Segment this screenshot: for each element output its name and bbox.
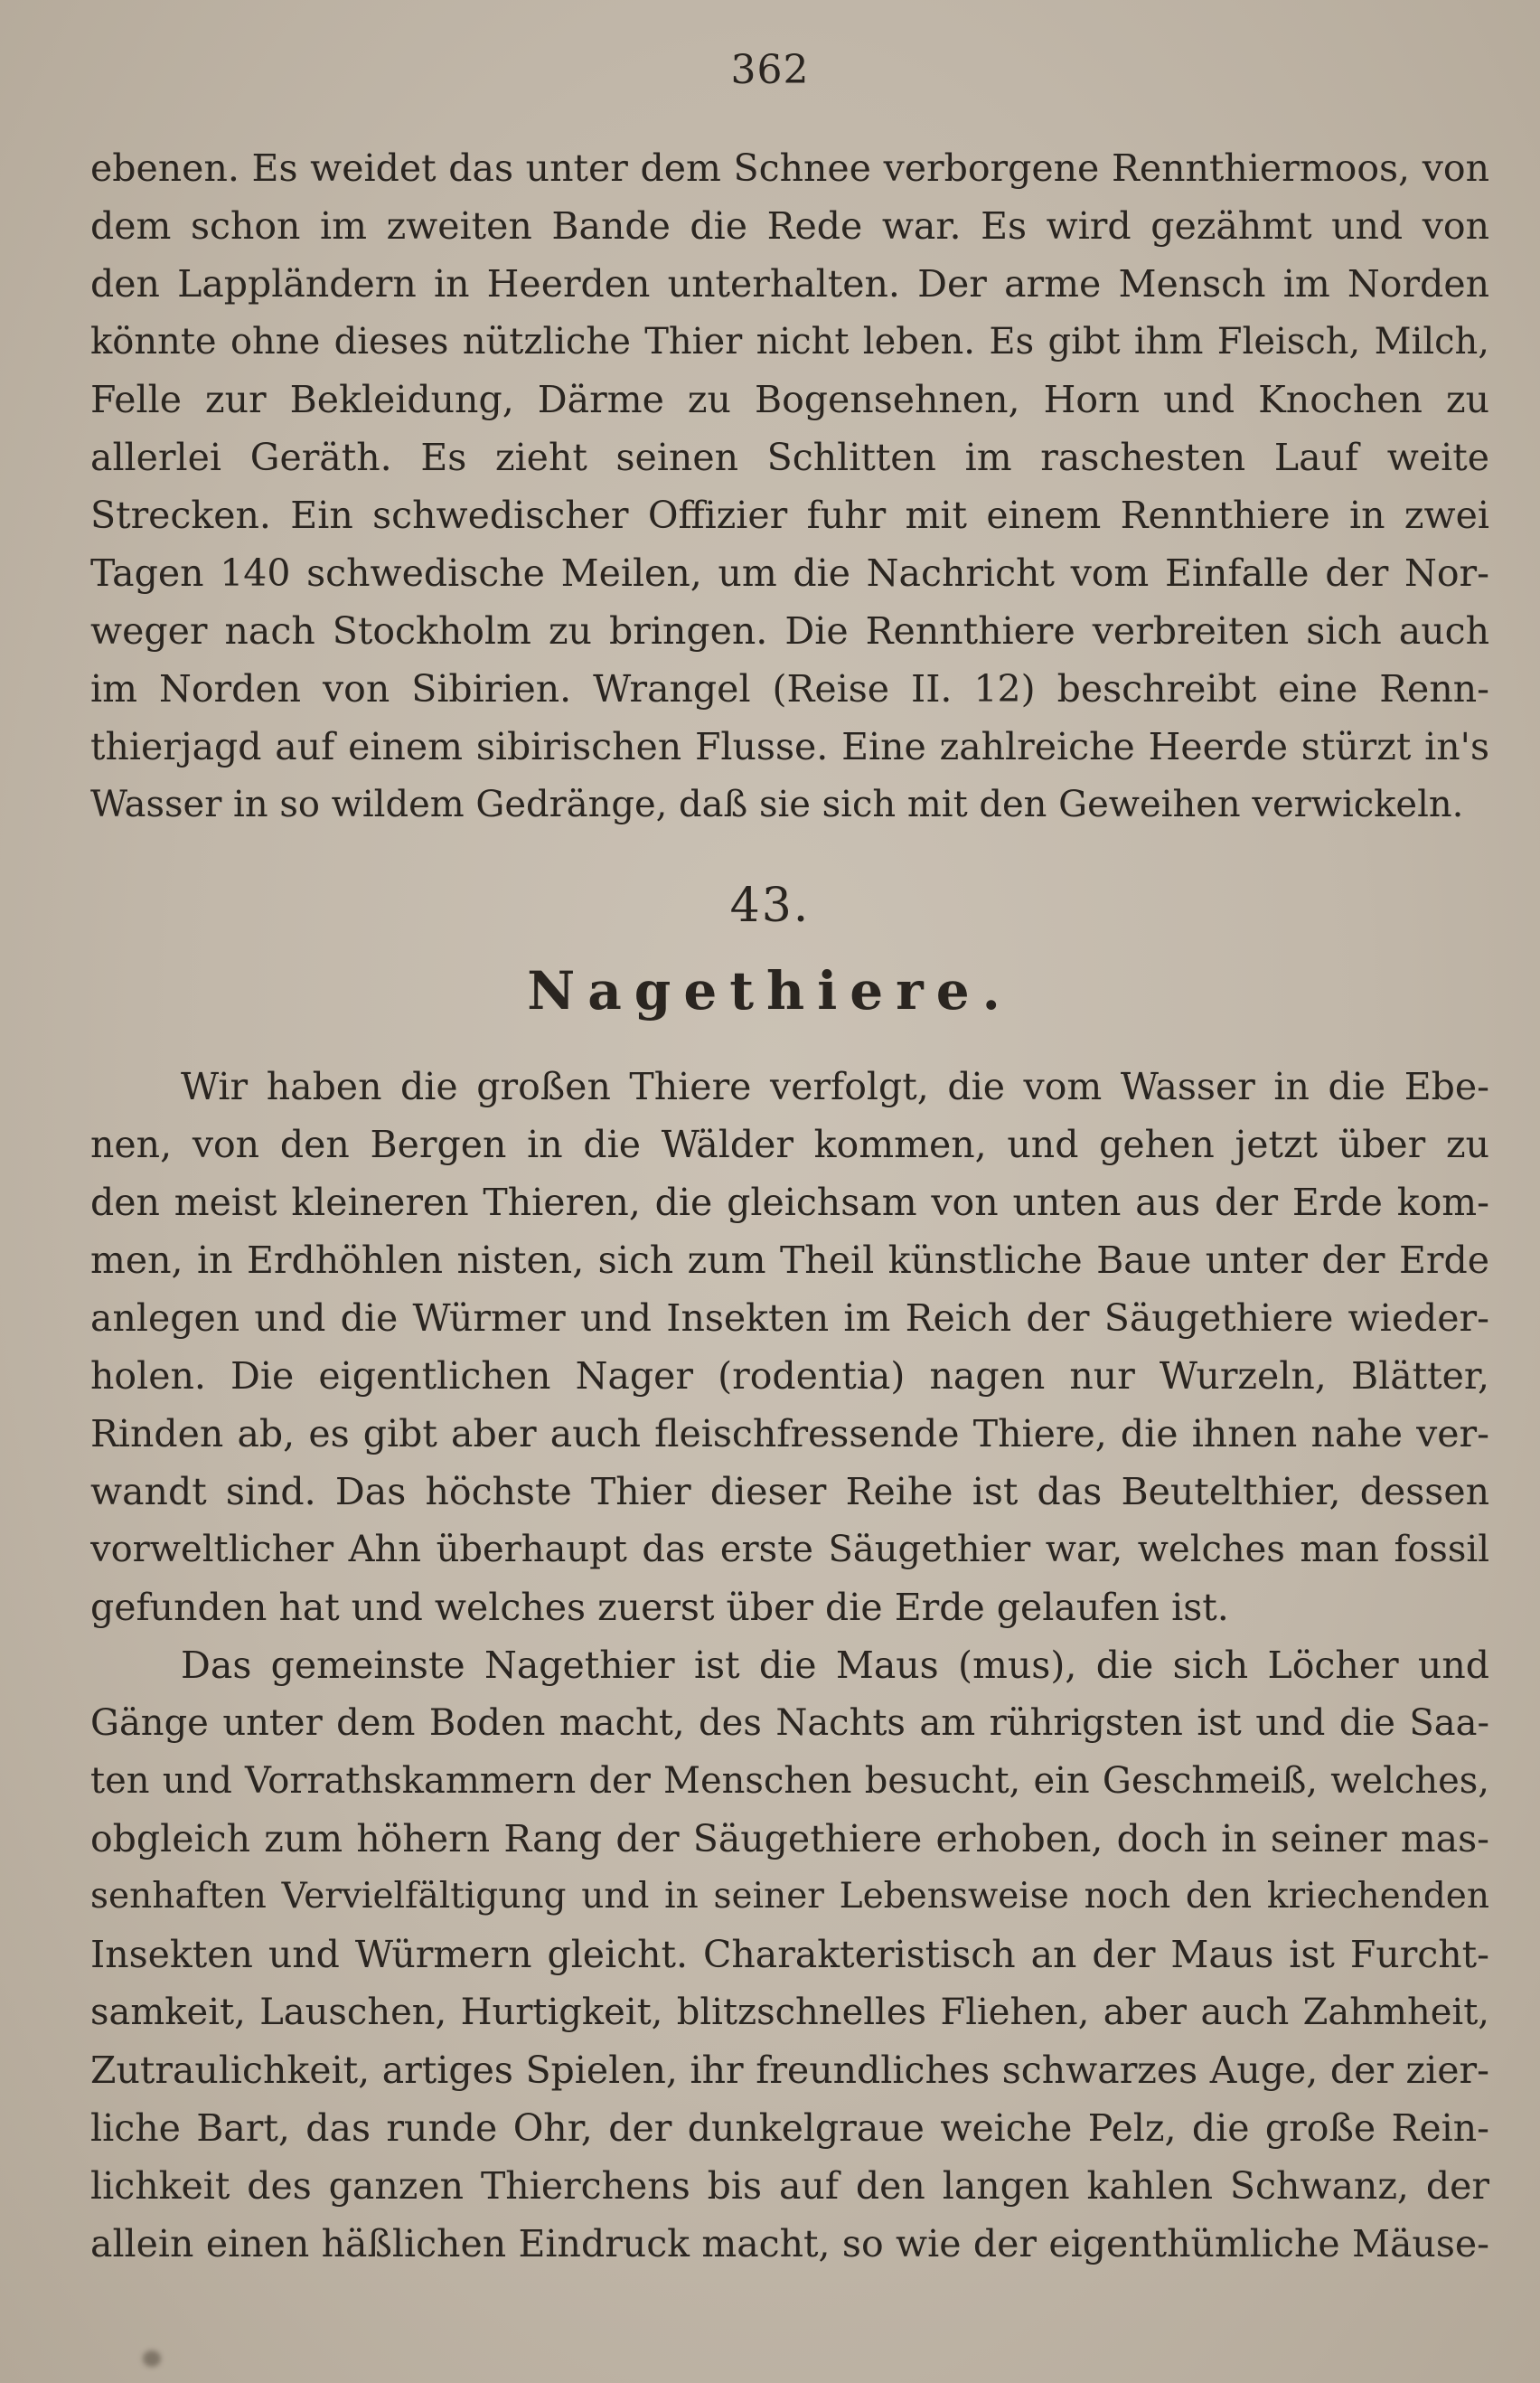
text-line: ten und Vorrathskammern der Menschen besucht, ein Geschmeiß, welches, xyxy=(90,1760,1489,1802)
text-line: lichkeit des ganzen Thierchens bis auf den langen kahlen Schwanz, der xyxy=(90,2164,1489,2208)
text-line: ebenen. Es weidet das unter dem Schnee verborgene Rennthiermoos, von xyxy=(90,146,1489,190)
text-line: Gänge unter dem Boden macht, des Nachts am rührigsten ist und die Saa- xyxy=(90,1702,1489,1744)
text-line: wandt sind. Das höchste Thier dieser Reihe ist das Beutelthier, dessen xyxy=(90,1470,1489,1513)
text-line: senhaften Vervielfältigung und in seiner Lebensweise noch den kriechenden xyxy=(90,1876,1489,1917)
section-title: Nagethiere. xyxy=(527,960,1013,1022)
text-line: thierjagd auf einem sibirischen Flusse. Eine zahlreiche Heerde stürzt in's xyxy=(90,725,1489,768)
text-line: allein einen häßlichen Eindruck macht, so wie der eigenthümliche Mäuse- xyxy=(90,2222,1489,2265)
text-line: Tagen 140 schwedische Meilen, um die Nachricht vom Einfalle der Nor- xyxy=(90,551,1489,595)
paragraph-reindeer xyxy=(90,139,1489,834)
text-line: anlegen und die Würmer und Insekten im Reich der Säugethiere wieder- xyxy=(90,1296,1489,1340)
text-line: könnte ohne dieses nützliche Thier nicht leben. Es gibt ihm Fleisch, Milch, xyxy=(90,321,1489,363)
text-line: Strecken. Ein schwedischer Offizier fuhr mit einem Rennthiere in zwei xyxy=(90,494,1489,537)
text-line: men, in Erdhöhlen nisten, sich zum Theil künstliche Baue unter der Erde xyxy=(90,1239,1489,1282)
text-line: dem schon im zweiten Bande die Rede war. Es wird gezähmt und von xyxy=(90,204,1489,248)
section-body xyxy=(90,1058,1489,2273)
text-line: Insekten und Würmern gleicht. Charakteristisch an der Maus ist Furcht- xyxy=(90,1933,1489,1976)
paragraph-mouse xyxy=(90,1636,1489,2273)
text-line: nen, von den Bergen in die Wälder kommen, und gehen jetzt über zu xyxy=(90,1123,1489,1166)
text-line: Wir haben die großen Thiere verfolgt, die vom Wasser in die Ebe- xyxy=(181,1065,1489,1108)
text-line: den meist kleineren Thieren, die gleichsam von unten aus der Erde kom- xyxy=(90,1181,1489,1224)
text-line: obgleich zum höhern Rang der Säugethiere erhoben, doch in seiner mas- xyxy=(90,1817,1489,1860)
text-line: holen. Die eigentlichen Nager (rodentia) nagen nur Wurzeln, Blätter, xyxy=(90,1354,1489,1398)
text-line: samkeit, Lauschen, Hurtigkeit, blitzschnelles Fliehen, aber auch Zahmheit, xyxy=(90,1992,1489,2033)
text-line: allerlei Geräth. Es zieht seinen Schlitten im raschesten Lauf weite xyxy=(90,436,1489,479)
text-line: den Lappländern in Heerden unterhalten. Der arme Mensch im Norden xyxy=(90,262,1489,306)
text-line: Das gemeinste Nagethier ist die Maus (mus), die sich Löcher und xyxy=(181,1644,1489,1687)
section-number: 43. xyxy=(729,879,811,933)
text-line: gefunden hat und welches zuerst über die Erde gelaufen ist. xyxy=(90,1586,1229,1629)
text-line: im Norden von Sibirien. Wrangel (Reise II. 12) beschreibt eine Renn- xyxy=(90,667,1489,711)
text-line: Zutraulichkeit, artiges Spielen, ihr freundliches schwarzes Auge, der zier- xyxy=(90,2049,1489,2092)
text-line: Felle zur Bekleidung, Därme zu Bogensehnen, Horn und Knochen zu xyxy=(90,378,1489,421)
text-line: Rinden ab, es gibt aber auch fleischfressende Thiere, die ihnen nahe ver- xyxy=(90,1412,1489,1455)
text-line: weger nach Stockholm zu bringen. Die Rennthiere verbreiten sich auch xyxy=(90,609,1489,653)
text-line: vorweltlicher Ahn überhaupt das erste Säugethier war, welches man fossil xyxy=(90,1529,1489,1570)
paragraph-rodents-intro xyxy=(90,1058,1489,1636)
text-line: Wasser in so wildem Gedränge, daß sie sich mit den Geweihen verwickeln. xyxy=(90,784,1464,825)
page-number: 362 xyxy=(730,47,810,93)
text-line: liche Bart, das runde Ohr, der dunkelgraue weiche Pelz, die große Rein- xyxy=(90,2106,1489,2150)
ink-smudge xyxy=(143,2350,161,2367)
